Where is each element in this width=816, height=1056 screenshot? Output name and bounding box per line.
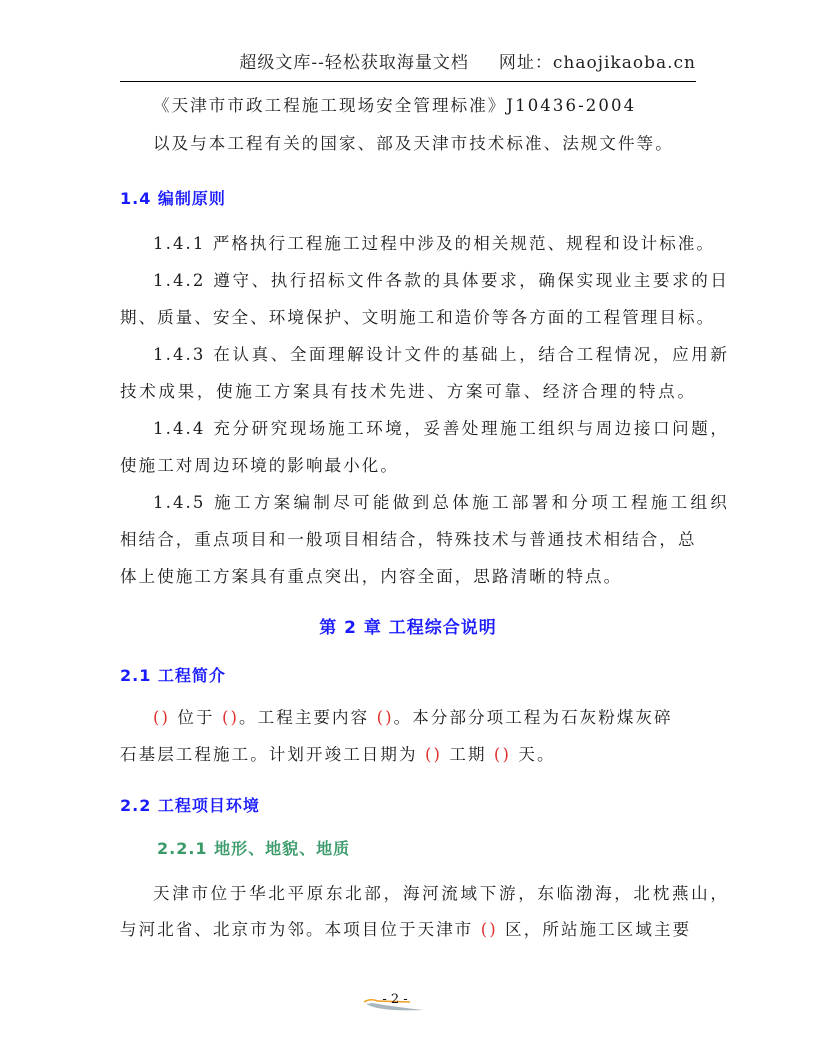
section-heading-2-2: 2.2 工程项目环境 (120, 796, 260, 815)
text-fragment: 。本分部分项工程为石灰粉煤灰碎 (393, 708, 673, 727)
page-footer (360, 990, 430, 1014)
header-url: 网址：chaojikaoba.cn (498, 53, 696, 73)
placeholder-dates: () (424, 745, 443, 764)
principle-1-4-5-line3: 体上使施工方案具有重点突出，内容全面，思路清晰的特点。 (120, 567, 623, 586)
text-fragment: 石基层工程施工。计划开竣工日期为 (120, 745, 425, 764)
terrain-paragraph-line1: 天津市位于华北平原东北部，海河流域下游，东临渤海，北枕燕山， (153, 884, 729, 903)
terrain-paragraph-line2 (120, 918, 696, 942)
section-heading-2-1: 2.1 工程简介 (120, 666, 226, 685)
principle-1-4-4-line1: 1.4.4 充分研究现场施工环境，妥善处理施工组织与周边接口问题， (153, 419, 729, 438)
header-site-title: 超级文库--轻松获取海量文档 (239, 53, 469, 73)
principle-1-4-1: 1.4.1 严格执行工程施工过程中涉及的相关规范、规程和设计标准。 (153, 234, 716, 253)
text-fragment: 位于 (170, 708, 222, 727)
text-fragment: 天。 (511, 745, 556, 764)
standard-reference: 《天津市市政工程施工现场安全管理标准》J10436-2004 (153, 96, 637, 115)
principle-1-4-4-line2: 使施工对周边环境的影响最小化。 (120, 456, 399, 475)
text-fragment: 工期 (442, 745, 494, 764)
principle-1-4-2-line2: 期、质量、安全、环境保护、文明施工和造价等各方面的工程管理目标。 (120, 308, 716, 327)
placeholder-duration: () (493, 745, 511, 764)
section-heading-1-4: 1.4 编制原则 (120, 189, 226, 208)
text-fragment: 与河北省、北京市为邻。本项目位于天津市 (120, 920, 481, 939)
principle-1-4-2-line1: 1.4.2 遵守、执行招标文件各款的具体要求，确保实现业主要求的日 (153, 271, 729, 290)
placeholder-main-content: () (376, 708, 394, 727)
project-intro-line2 (120, 743, 696, 767)
project-intro-line1 (120, 706, 729, 730)
placeholder-location: () (221, 708, 240, 727)
placeholder-project-name: () (153, 708, 171, 727)
chapter-heading-2: 第 2 章 工程综合说明 (319, 618, 497, 638)
text-fragment: 区，所站施工区域主要 (497, 920, 692, 939)
header-divider (120, 81, 696, 82)
placeholder-district: () (480, 920, 498, 939)
text-fragment: 。工程主要内容 (239, 708, 377, 727)
principle-1-4-5-line1: 1.4.5 施工方案编制尽可能做到总体施工部署和分项工程施工组织 (153, 493, 729, 512)
page-number: - 2 - (382, 992, 408, 1007)
page-header (120, 48, 696, 82)
principle-1-4-3-line1: 1.4.3 在认真、全面理解设计文件的基础上，结合工程情况，应用新 (153, 345, 729, 364)
subsection-heading-2-2-1: 2.2.1 地形、地貌、地质 (157, 839, 351, 858)
principle-1-4-5-line2: 相结合，重点项目和一般项目相结合，特殊技术与普通技术相结合，总 (120, 530, 697, 549)
standards-paragraph: 以及与本工程有关的国家、部及天津市技术标准、法规文件等。 (153, 134, 674, 153)
principle-1-4-3-line2: 技术成果，使施工方案具有技术先进、方案可靠、经济合理的特点。 (120, 382, 696, 401)
